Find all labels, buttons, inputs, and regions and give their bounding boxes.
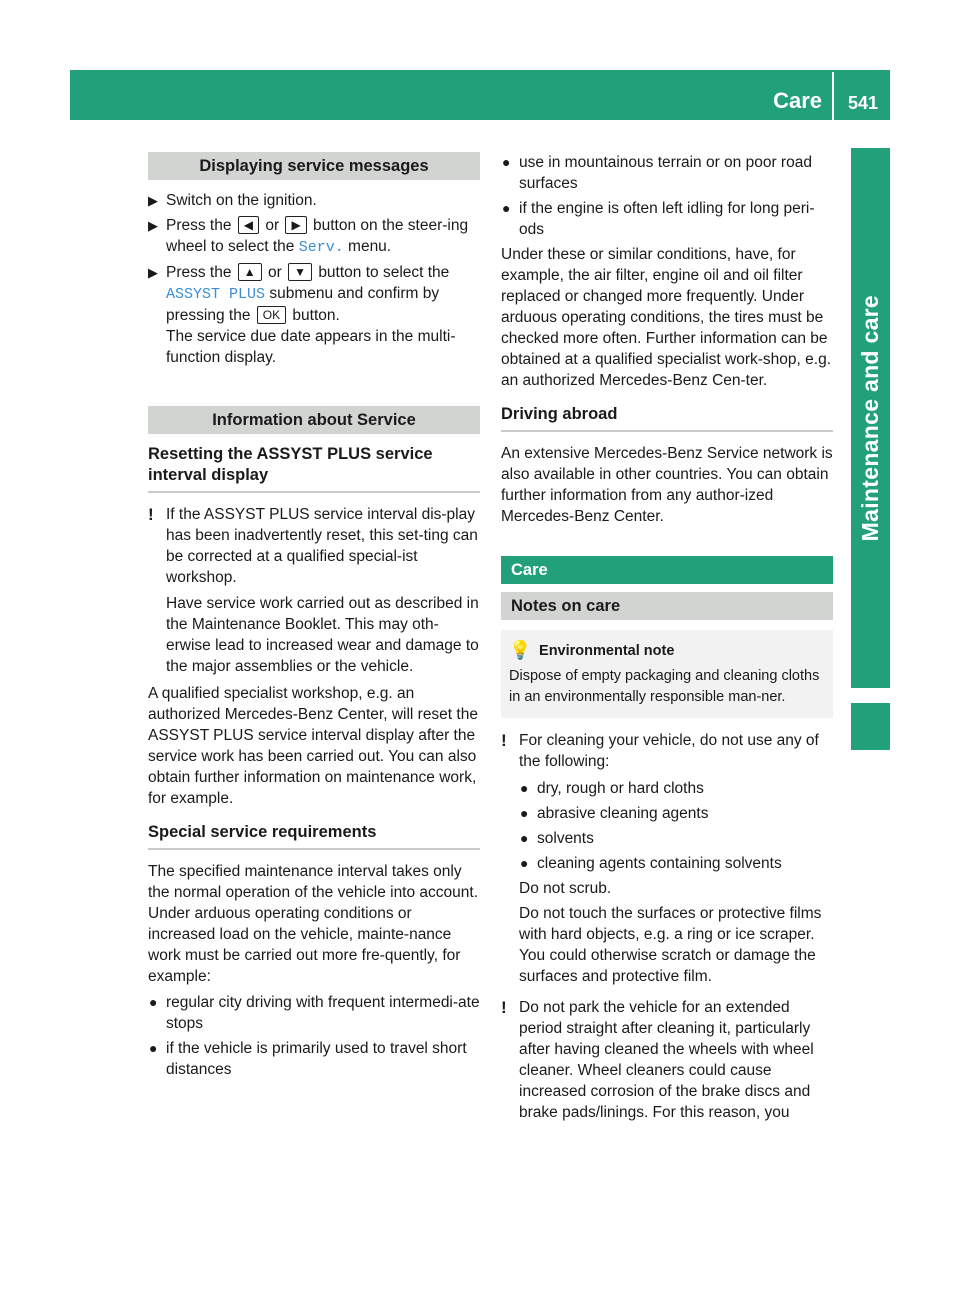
step-text: button.: [292, 307, 340, 324]
down-key-icon: ▼: [288, 263, 312, 281]
list-item: [519, 853, 833, 874]
heading-notes-on-care: Notes on care: [501, 592, 833, 620]
bullet-icon: ●: [502, 154, 511, 170]
step-text: menu.: [348, 238, 392, 255]
list-item-text: solvents: [537, 830, 594, 847]
right-key-icon: ▶: [285, 216, 306, 234]
display-text-assyst-plus: ASSYST PLUS: [166, 286, 266, 303]
warning-text: Do not park the vehicle for an extended period straight after cleaning it, particularly after having cleaned the wheels with wheel cleaner. Wheel cleaners could cause increased corrosion of the brake discs and brake pads/linings. For this reason, you: [519, 999, 814, 1121]
list-item-text: abrasive cleaning agents: [537, 805, 709, 822]
side-tab-marker: [851, 703, 890, 750]
bullet-icon: ●: [520, 780, 529, 796]
bullet-icon: ●: [149, 1040, 158, 1056]
step-text: or: [268, 264, 282, 281]
list-item: [501, 198, 833, 240]
list-item-text: use in mountainous terrain or on poor road surfaces: [519, 154, 812, 192]
environmental-note-title: Environmental note: [539, 643, 675, 659]
warning-icon: !: [148, 505, 154, 524]
list-item: [148, 1038, 480, 1080]
step-item: [148, 215, 480, 258]
warning-note: [501, 997, 833, 1123]
display-text-serv: Serv.: [298, 239, 344, 256]
warning-note: [148, 504, 480, 677]
warning-text: For cleaning your vehicle, do not use any of the following:: [519, 732, 819, 770]
step-text: submenu and confirm by pressing the: [166, 285, 440, 324]
section-title: Care: [773, 88, 822, 113]
subheading-driving-abroad: Driving abroad: [501, 404, 833, 432]
list-item: [519, 828, 833, 849]
bullet-icon: ●: [520, 805, 529, 821]
list-item-text: if the vehicle is primarily used to travel short distances: [166, 1040, 467, 1078]
step-item: [148, 190, 480, 211]
arrow-icon: ▶: [148, 193, 158, 208]
body-paragraph: An extensive Mercedes-Benz Service network is also available in other countries. You can obtain further information from any author-ized Mercedes-Benz Center.: [501, 445, 833, 525]
bullet-icon: ●: [520, 855, 529, 871]
up-key-icon: ▲: [238, 263, 262, 281]
environmental-note-header: [509, 640, 825, 662]
arrow-icon: ▶: [148, 265, 158, 280]
warning-text: Do not scrub.: [519, 880, 612, 897]
warning-text: Have service work carried out as described in the Maintenance Booklet. This may oth-erwise lead to increased wear and damage to the major assemblies or the vehicle.: [166, 595, 479, 675]
step-text: button to select the: [318, 264, 450, 281]
step-text: Switch on the ignition.: [166, 192, 317, 209]
ok-key-icon: OK: [257, 306, 286, 324]
left-key-icon: ◀: [238, 216, 259, 234]
heading-information-about-service: Information about Service: [148, 406, 480, 434]
list-item: [519, 778, 833, 799]
list-item: [148, 992, 480, 1034]
warning-text: Do not touch the surfaces or protective films with hard objects, e.g. a ring or ice scraper. You could otherwise scratch or damage the surfaces and protective film.: [519, 905, 822, 985]
list-item-text: dry, rough or hard cloths: [537, 780, 704, 797]
arrow-icon: ▶: [148, 218, 158, 233]
step-text: Press the: [166, 264, 232, 281]
step-text: Press the: [166, 217, 232, 234]
list-item: [519, 803, 833, 824]
environmental-note: [501, 630, 833, 718]
step-result: The service due date appears in the multi-function display.: [166, 328, 456, 366]
list-item-text: regular city driving with frequent intermedi-ate stops: [166, 994, 480, 1032]
list-item-text: cleaning agents containing solvents: [537, 855, 782, 872]
lightbulb-icon: 💡: [509, 640, 532, 660]
warning-icon: !: [501, 998, 507, 1017]
heading-displaying-service-messages: Displaying service messages: [148, 152, 480, 180]
header-divider: [832, 72, 834, 120]
list-item: [501, 152, 833, 194]
warning-icon: !: [501, 731, 507, 750]
page-number: 541: [847, 93, 879, 113]
bullet-icon: ●: [502, 200, 511, 216]
subheading-resetting: Resetting the ASSYST PLUS service interval display: [148, 444, 480, 493]
list-item-text: if the engine is often left idling for long peri-ods: [519, 200, 815, 238]
body-paragraph: Under these or similar conditions, have, for example, the air filter, engine oil and oil filter replaced or changed more frequently. Under arduous operating conditions, the tires must be checked more often. Further information can be obtained at a qualified specialist work-shop, e.g. an authorized Mercedes-Benz Cen-ter.: [501, 246, 832, 389]
environmental-note-text: Dispose of empty packaging and cleaning cloths in an environmentally responsible man-ner.: [509, 668, 820, 705]
left-column: [148, 152, 480, 1084]
bullet-icon: ●: [149, 994, 158, 1010]
warning-text: If the ASSYST PLUS service interval dis-play has been inadvertently reset, this set-ting can be corrected at a qualified special-ist workshop.: [166, 506, 478, 586]
side-tab-label-wrap: [851, 148, 890, 688]
side-tab-label: Maintenance and care: [857, 294, 883, 542]
step-text: button on the steer-ing wheel to select the: [166, 217, 469, 255]
step-text: or: [265, 217, 280, 234]
warning-note: [501, 730, 833, 772]
right-column: [501, 152, 833, 1129]
heading-care: Care: [501, 556, 833, 584]
body-paragraph: The specified maintenance interval takes only the normal operation of the vehicle into account. Under arduous operating conditions or increased load on the vehicle, mainte-nance work must be carried out more fre-quently, for example:: [148, 863, 479, 985]
subheading-special-requirements: Special service requirements: [148, 822, 480, 850]
step-item: [148, 262, 480, 368]
bullet-icon: ●: [520, 830, 529, 846]
body-paragraph: A qualified specialist workshop, e.g. an authorized Mercedes-Benz Center, will reset the ASSYST PLUS service interval display after the service work has been carried out. You can also obtain further information on maintenance work, for example.: [148, 685, 478, 807]
